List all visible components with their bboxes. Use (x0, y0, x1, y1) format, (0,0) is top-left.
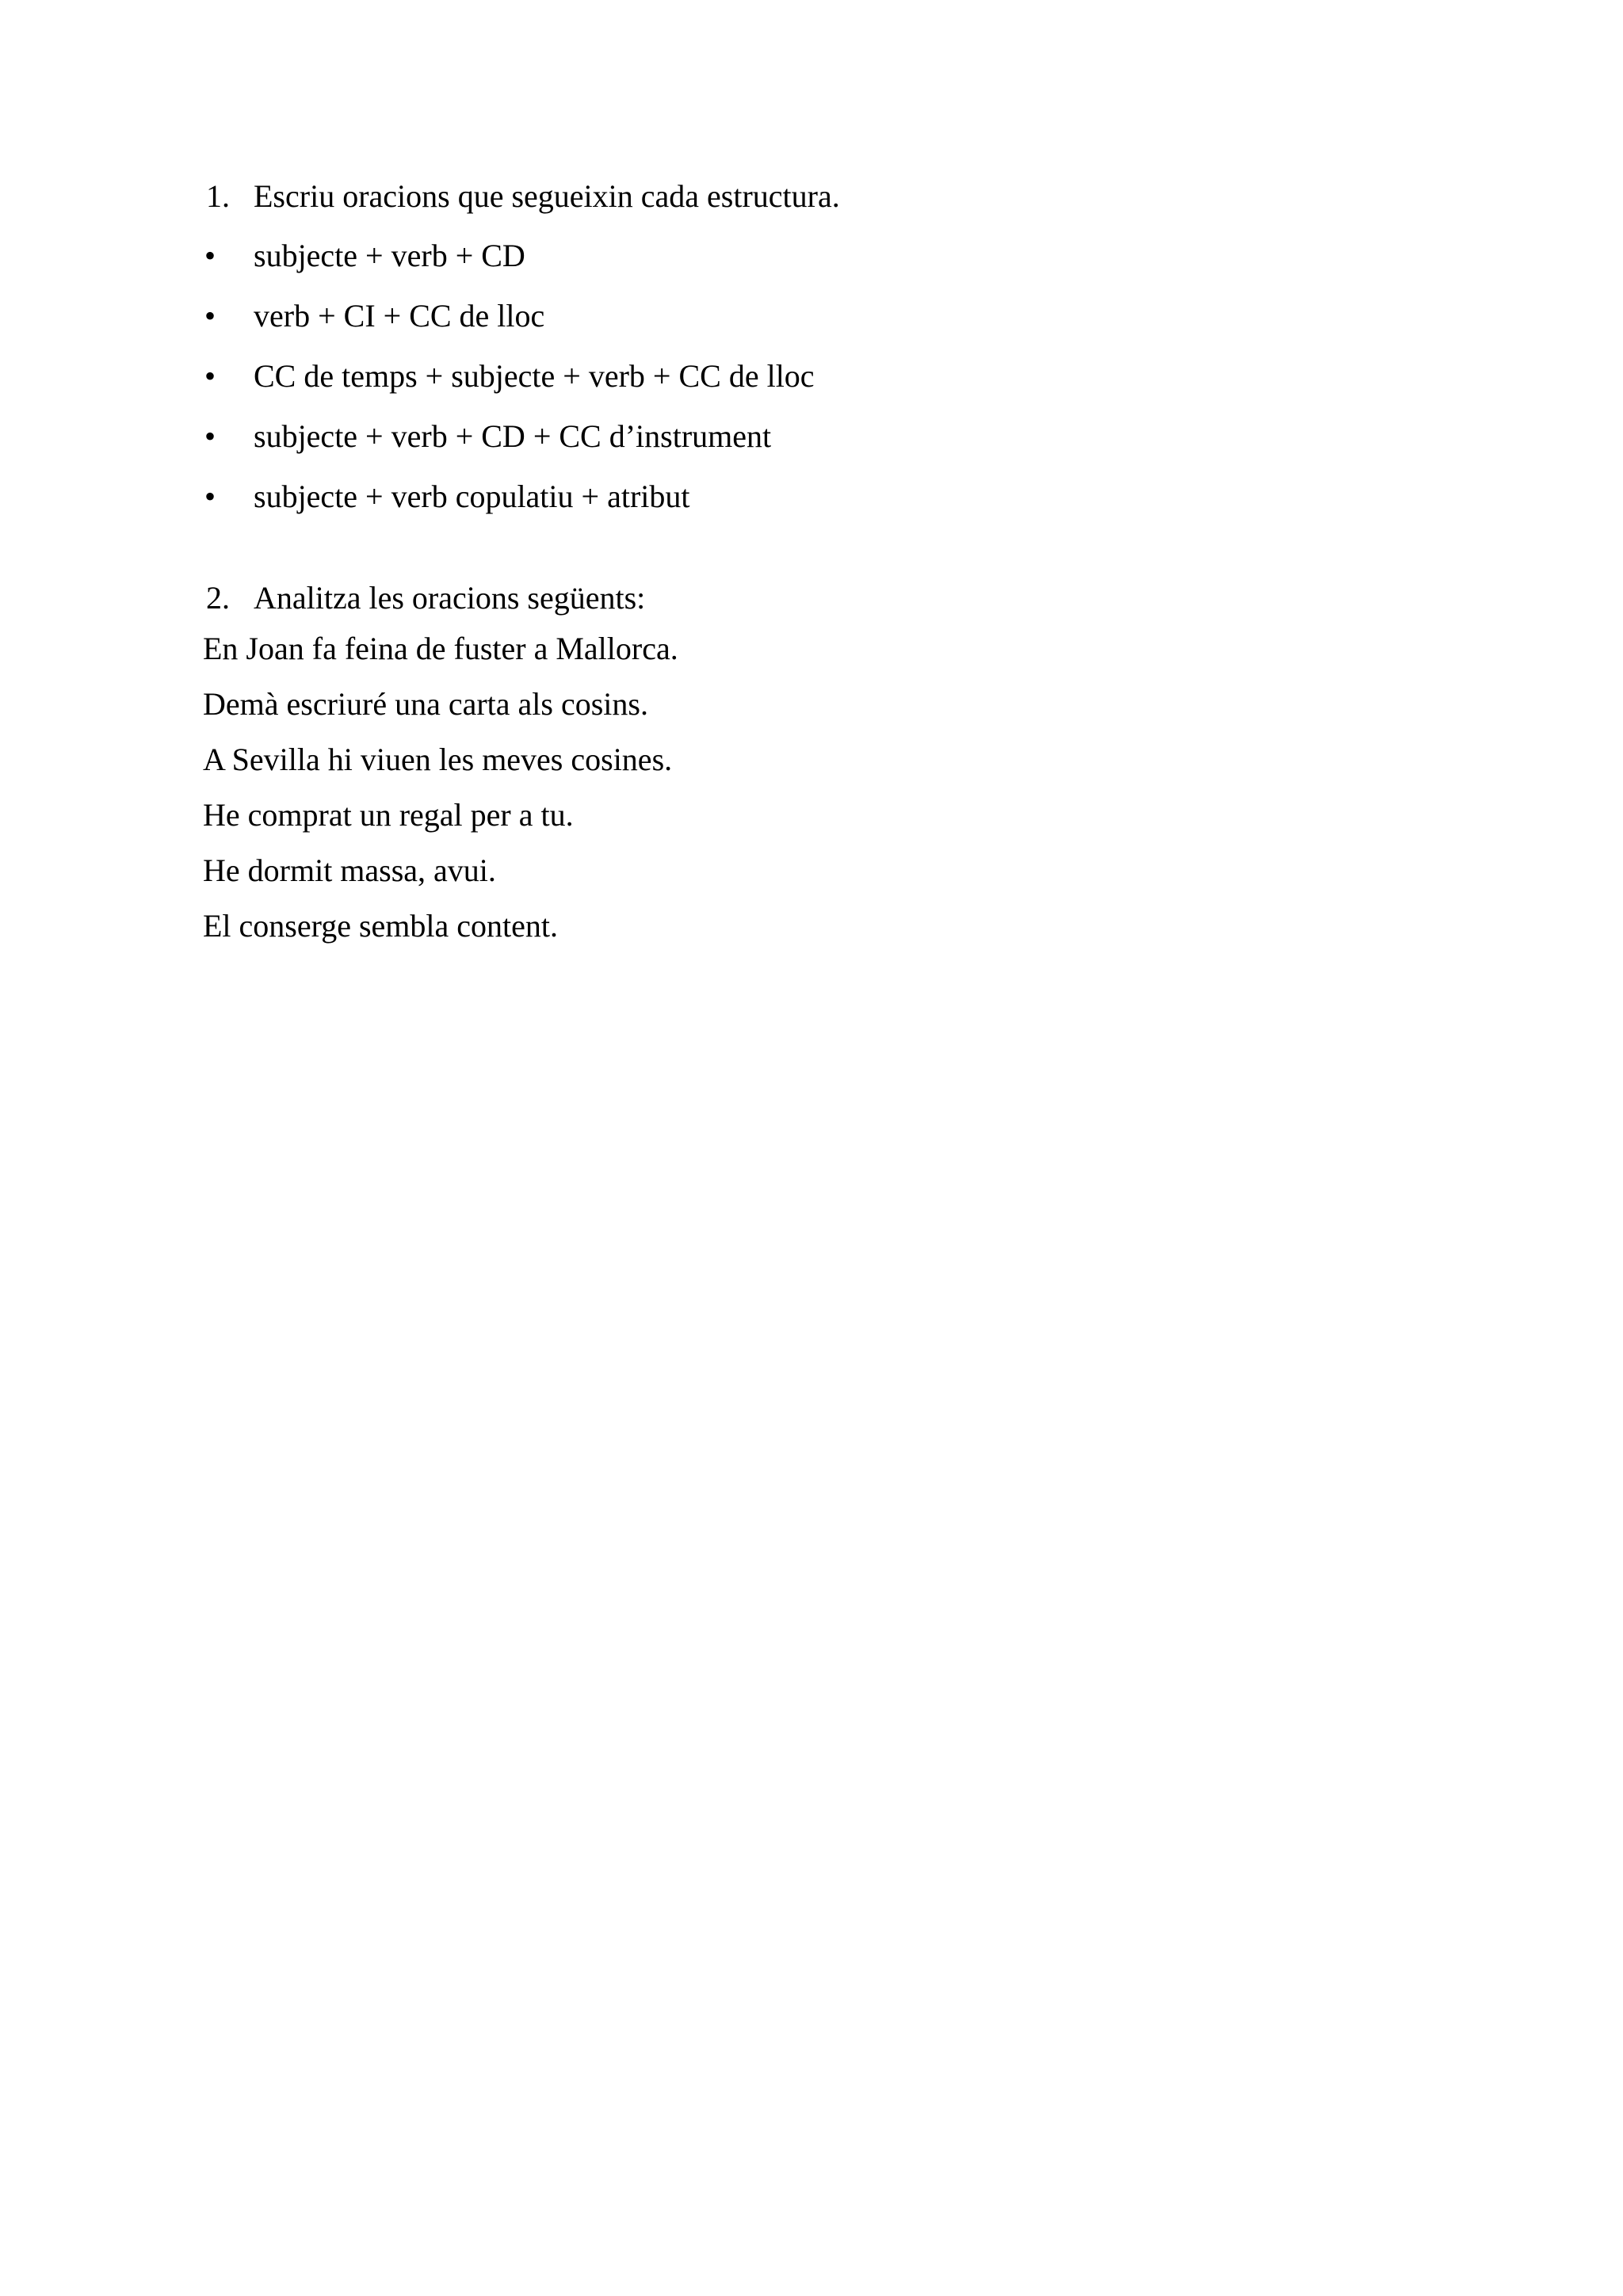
structure-item-text: subjecte + verb + CD (254, 238, 525, 273)
structure-item (203, 297, 544, 335)
bullet-icon: • (204, 479, 216, 514)
structure-item-text: CC de temps + subjecte + verb + CC de lloc (254, 358, 815, 394)
bullet-icon: • (204, 298, 216, 334)
bullet-icon: • (204, 418, 216, 454)
bullet-icon: • (204, 358, 216, 394)
sentence-line: Demà escriuré una carta als cosins. (203, 686, 648, 722)
question-1-heading (203, 177, 840, 215)
structure-item (203, 237, 525, 275)
structure-item (203, 357, 815, 395)
question-2-number: 2. (206, 580, 230, 616)
sentence-line: A Sevilla hi viuen les meves cosines. (203, 742, 673, 777)
structure-item (203, 478, 690, 516)
sentence-line: En Joan fa feina de fuster a Mallorca. (203, 631, 678, 666)
bullet-icon: • (204, 238, 216, 273)
sentence-line: He comprat un regal per a tu. (203, 797, 574, 833)
sentence-line: He dormit massa, avui. (203, 852, 496, 888)
sentence-line: El conserge sembla content. (203, 908, 559, 944)
question-2-heading (203, 579, 645, 617)
structure-item (203, 418, 771, 456)
structure-item-text: subjecte + verb copulatiu + atribut (254, 479, 690, 514)
structure-item-text: subjecte + verb + CD + CC d’instrument (254, 418, 772, 454)
question-1-prompt: Escriu oracions que segueixin cada estructura. (254, 178, 840, 214)
structure-item-text: verb + CI + CC de lloc (254, 298, 545, 334)
question-1-number: 1. (206, 178, 230, 214)
question-2-prompt: Analitza les oracions següents: (254, 580, 646, 616)
